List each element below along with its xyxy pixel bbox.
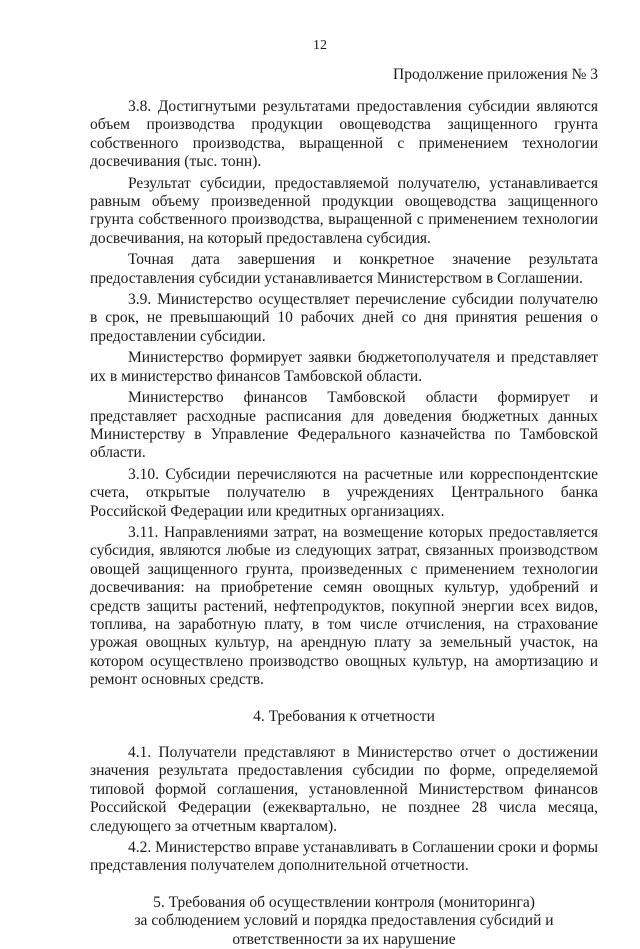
paragraph-4-1: 4.1. Получатели представляют в Министерство отчет о достижении значения результата предоставления субсидии по форме, определяемой типовой формой соглашения, установленной Министерством финансов Российской Федерации (ежеквартально, не позднее 28 числа месяца, следующего за отчетным кварталом). [90,744,598,835]
paragraph-3-9: 3.9. Министерство осуществляет перечисление субсидии получателю в срок, не превышающий 10 рабочих дней со дня принятия решения о предоставлении субсидии. [90,291,598,345]
page-number: 12 [313,38,327,53]
paragraph-3-10: 3.10. Субсидии перечисляются на расчетные или корреспондентские счета, открытые получателю в учреждениях Центрального банка Российской Федерации или кредитных организациях. [90,465,598,520]
section-heading-5-line-3: ответственности за их нарушение [232,930,456,948]
appendix-label: Продолжение приложения № 3 [393,66,598,83]
paragraph-ministry-finance: Министерство финансов Тамбовской области формирует и представляет расходные расписания для доведения бюджетных данных Министерству в Управление Федерального казначейства по Тамбовской области. [90,389,598,462]
section-heading-5 [90,894,598,949]
section-heading-4: 4. Требования к отчетности [253,707,435,725]
paragraph-3-8: 3.8. Достигнутыми результатами предоставления субсидии являются объем производства продукции овощеводства защищенного грунта собственного производства, выращенной с применением технологии досвечивания (тыс. тонн). [90,98,598,171]
section-heading-5-line-2: за соблюдением условий и порядка предоставления субсидий и [134,912,554,930]
document-body [90,98,598,949]
section-heading-5-line-1: 5. Требования об осуществлении контроля (мониторинга) [153,893,535,911]
paragraph-exact-date: Точная дата завершения и конкретное значение результата предоставления субсидии устанавливается Министерством в Соглашении. [90,251,598,287]
paragraph-ministry-requests: Министерство формирует заявки бюджетополучателя и представляет их в министерство финансов Тамбовской области. [90,349,598,385]
paragraph-4-2: 4.2. Министерство вправе устанавливать в Соглашении сроки и формы представления получателем дополнительной отчетности. [90,839,598,875]
paragraph-subsidy-result: Результат субсидии, предоставляемой получателю, устанавливается равным объему произведенной продукции овощеводства защищенного грунта собственного производства, выращенной с применением технологии досвечивания, на который предоставлена субсидия. [90,174,598,247]
paragraph-3-11: 3.11. Направлениями затрат, на возмещение которых предоставляется субсидия, являются любые из следующих затрат, связанных производством овощей защищенного грунта, произведенных с применением технологии досвечивания: на приобретение семян овощных культур, удобрений и средств защиты растений, нефтепродуктов, покупной энергии всех видов, топлива, на заработную плату, в том числе отчисления, на страхование урожая овощных культур, на арендную плату за земельный участок, на котором осуществлено производство овощных культур, на амортизацию и ремонт основных средств. [90,523,598,689]
